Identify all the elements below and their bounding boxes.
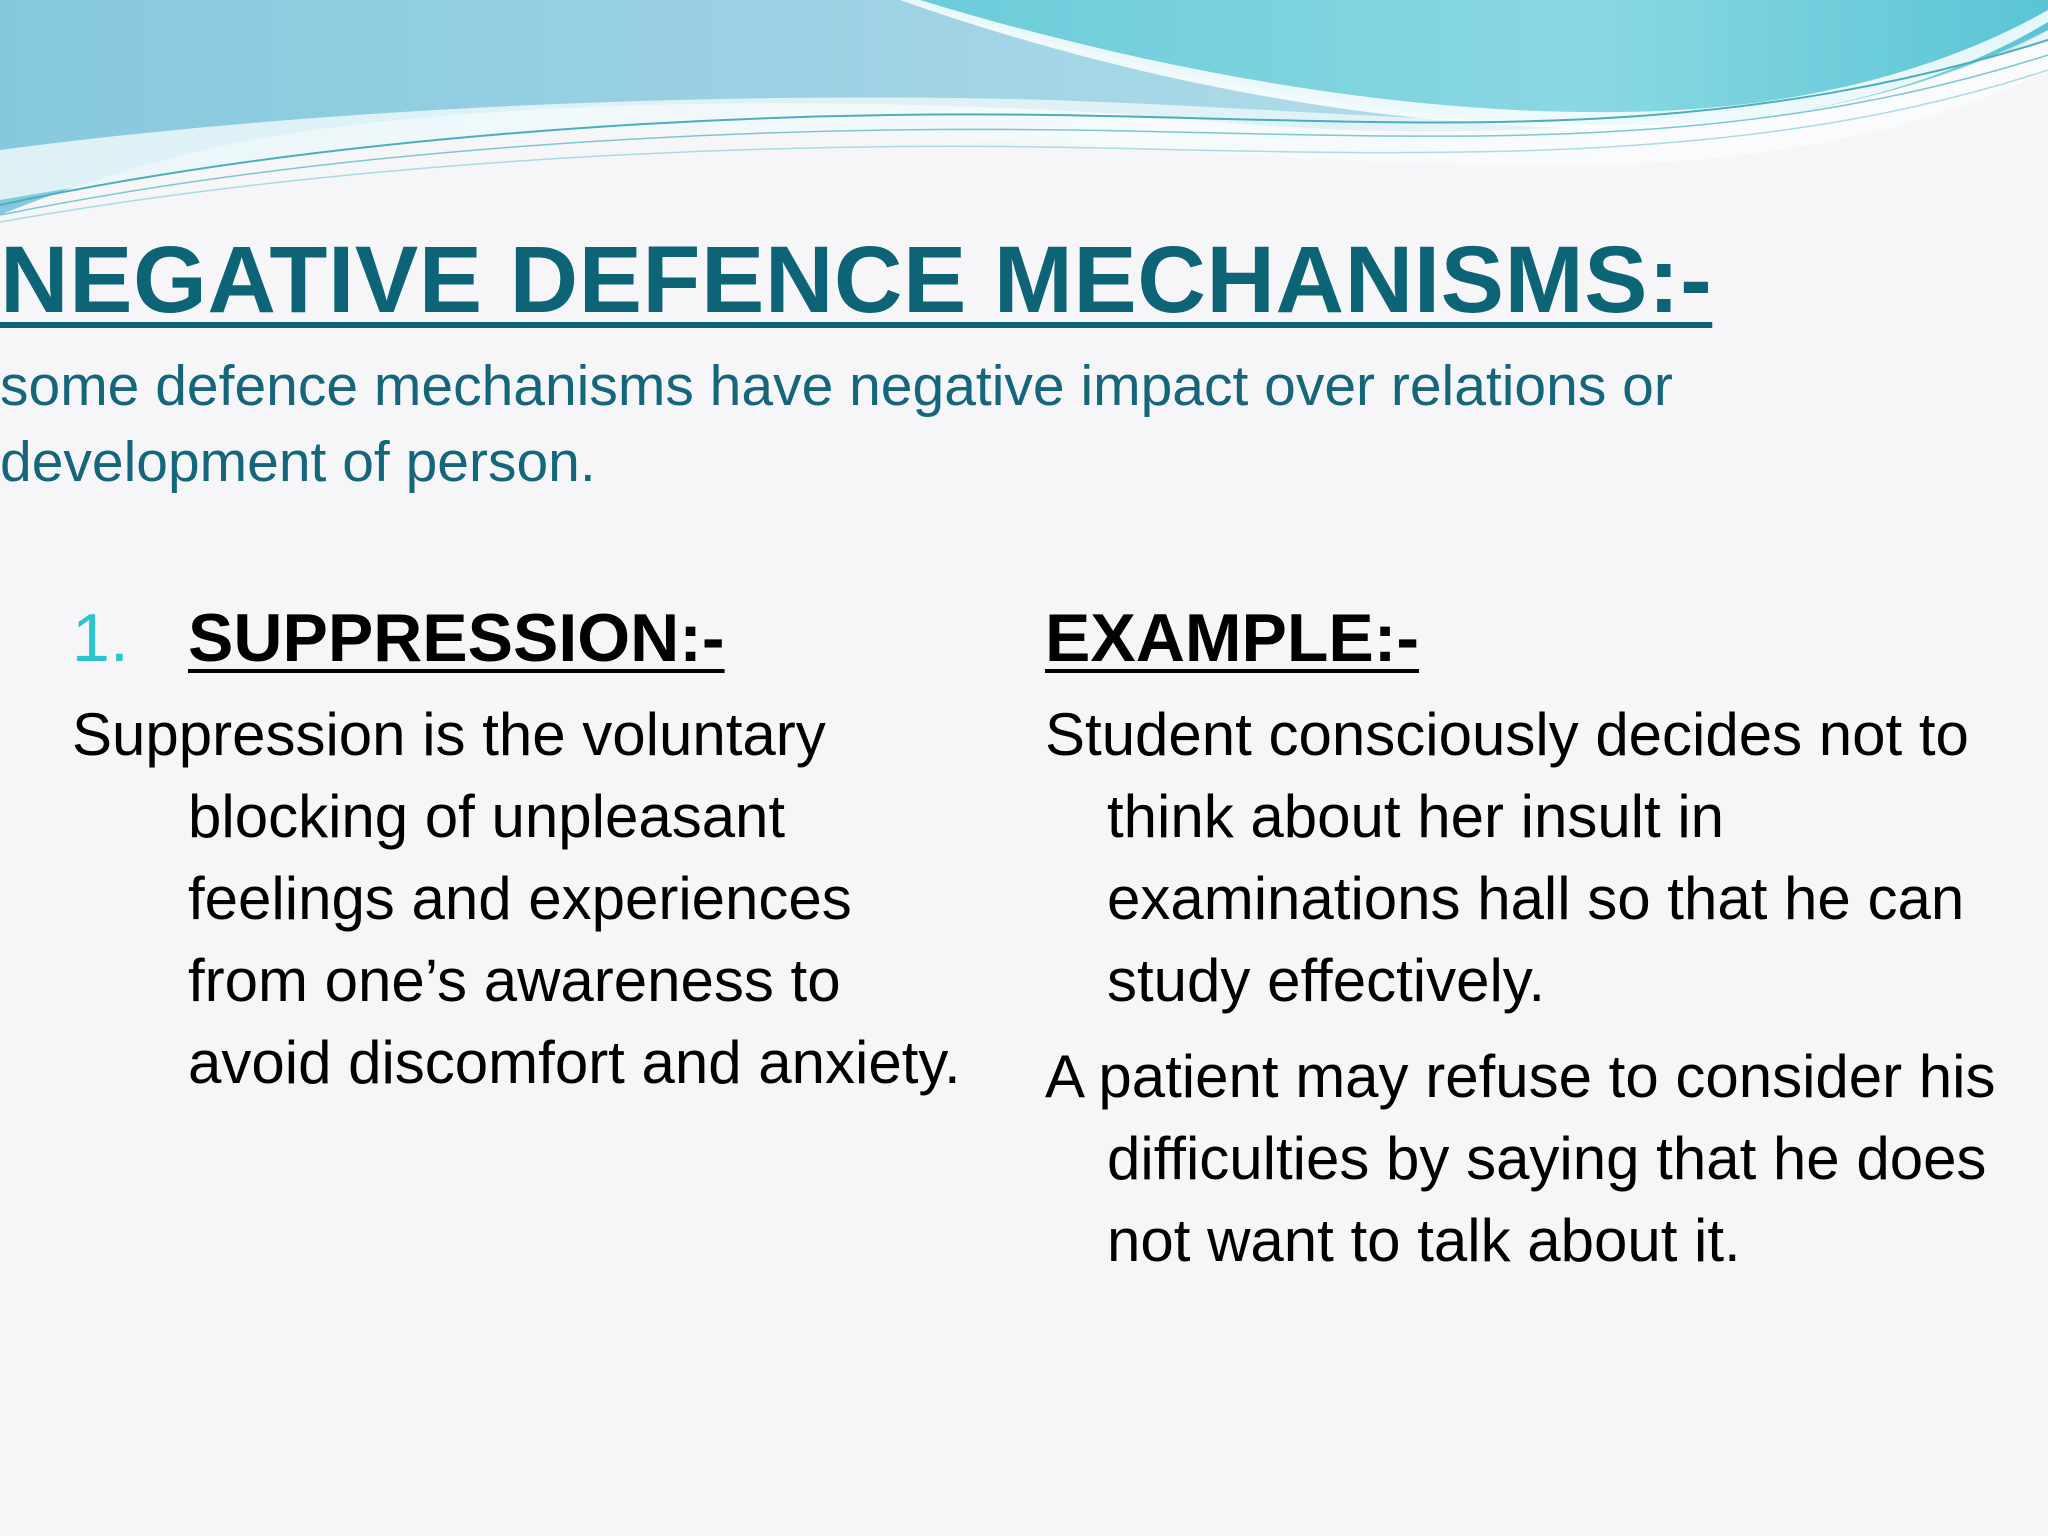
list-number: 1. — [72, 600, 129, 676]
header-wave-decoration — [0, 0, 2048, 240]
slide-title: NEGATIVE DEFENCE MECHANISMS:- — [0, 227, 1713, 333]
example-paragraph-1: Student consciously decides not to think about her insult in examinations hall so that he can study effectively. — [1045, 701, 1969, 1014]
suppression-definition: Suppression is the voluntary blocking of unpleasant feelings and experiences from one’s awareness to avoid discomfort and anxiety. — [72, 701, 961, 1096]
suppression-heading — [72, 598, 972, 678]
example-heading — [1045, 598, 2005, 678]
suppression-heading-text: SUPPRESSION:- — [188, 600, 725, 676]
example-paragraph-2: A patient may refuse to consider his difficulties by saying that he does not want to talk about it. — [1045, 1043, 1996, 1274]
slide-subtitle: some defence mechanisms have negative impact over relations or development of person. — [0, 354, 1673, 494]
example-heading-text: EXAMPLE:- — [1045, 600, 1419, 676]
right-column — [1045, 598, 2005, 1282]
left-column — [72, 598, 972, 1104]
